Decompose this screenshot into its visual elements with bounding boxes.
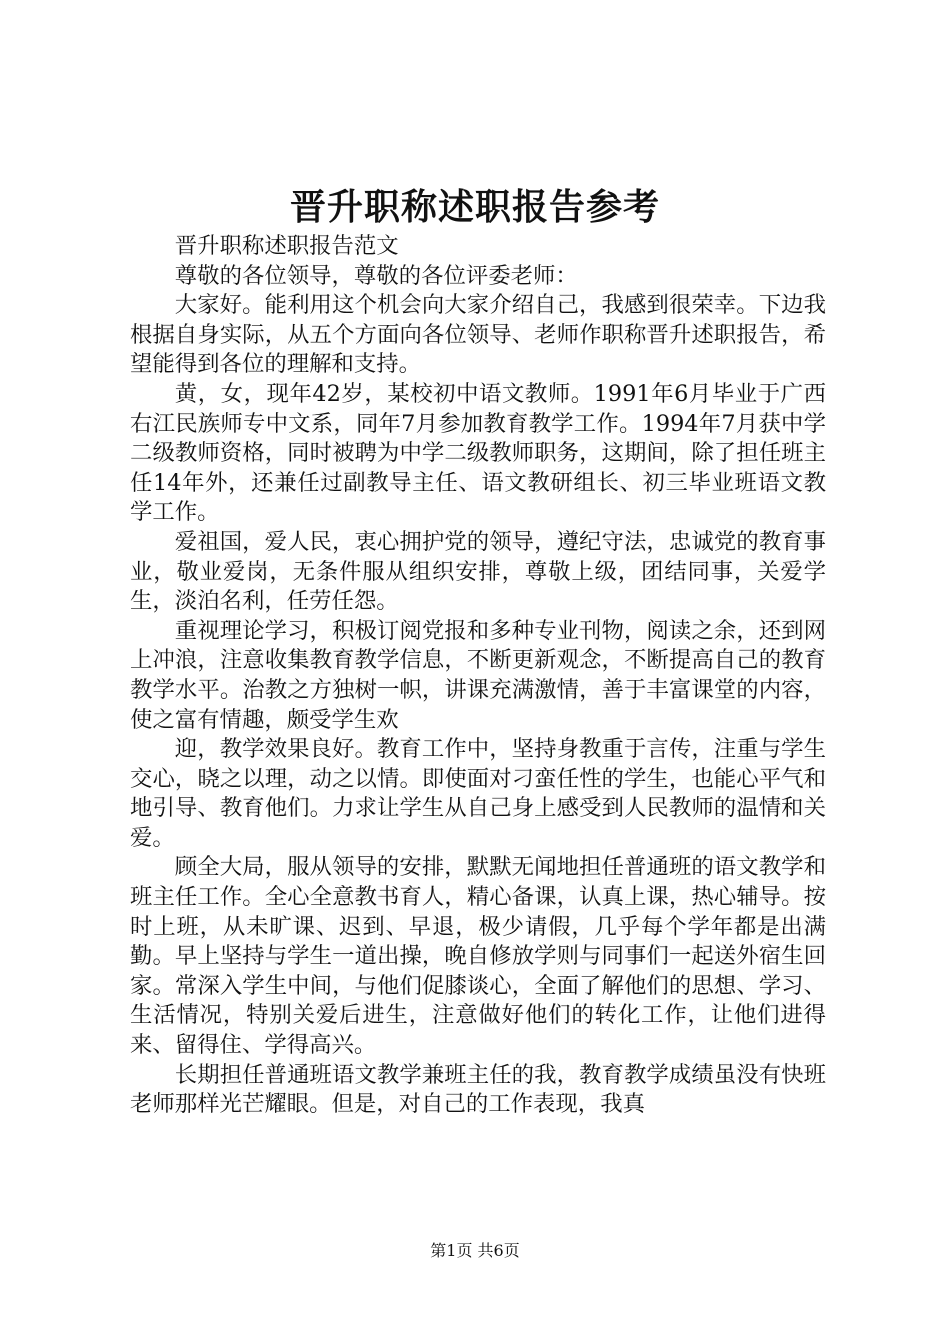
- paragraph-intro: 大家好。能利用这个机会向大家介绍自己，我感到很荣幸。下边我根据自身实际，从五个方面向各位领导、老师作职称晋升述职报告，希望能得到各位的理解和支持。: [130, 292, 826, 378]
- paragraph-performance: 长期担任普通班语文教学兼班主任的我，教育教学成绩虽没有快班老师那样光芒耀眼。但是，对自己的工作表现，我真: [130, 1061, 826, 1118]
- paragraph-background: 黄，女，现年42岁，某校初中语文教师。1991年6月毕业于广西右江民族师专中文系，同年7月参加教育教学工作。1994年7月获中学二级教师资格，同时被聘为中学二级教师职务，这期间，除了担任班主任14年外，还兼任过副教导主任、语文教研组长、初三毕业班语文教学工作。: [130, 380, 826, 526]
- paragraph-heading: 晋升职称述职报告范文: [174, 233, 399, 259]
- paragraph-teaching: 迎，教学效果良好。教育工作中，坚持身教重于言传，注重与学生交心，晓之以理，动之以情。即使面对刁蛮任性的学生，也能心平气和地引导、教育他们。力求让学生从自己身上感受到人民教师的温情和关爱。: [130, 736, 826, 851]
- page-number-footer: 第1页 共6页: [430, 1241, 520, 1260]
- paragraph-salutation: 尊敬的各位领导，尊敬的各位评委老师：: [174, 262, 578, 289]
- document-body: [130, 232, 826, 1120]
- paragraph-study: 重视理论学习，积极订阅党报和多种专业刊物，阅读之余，还到网上冲浪，注意收集教育教学信息，不断更新观念，不断提高自己的教育教学水平。治教之方独树一帜，讲课充满激情，善于丰富课堂的内容，使之富有情趣，颇受学生欢: [130, 617, 826, 733]
- paragraph-ethics: 爱祖国，爱人民，衷心拥护党的领导，遵纪守法，忠诚党的教育事业，敬业爱岗，无条件服从组织安排，尊敬上级，团结同事，关爱学生，淡泊名利，任劳任怨。: [130, 528, 826, 615]
- document-title: 晋升职称述职报告参考: [289, 187, 660, 228]
- paragraph-duty: 顾全大局，服从领导的安排，默默无闻地担任普通班的语文教学和班主任工作。全心全意教书育人，精心备课，认真上课，热心辅导。按时上班，从未旷课、迟到、早退，极少请假，几乎每个学年都是出满勤。早上坚持与学生一道出操，晚自修放学则与同事们一起送外宿生回家。常深入学生中间，与他们促膝谈心，全面了解他们的思想、学习、生活情况，特别关爱后进生，注意做好他们的转化工作，让他们进得来、留得住、学得高兴。: [130, 854, 826, 1059]
